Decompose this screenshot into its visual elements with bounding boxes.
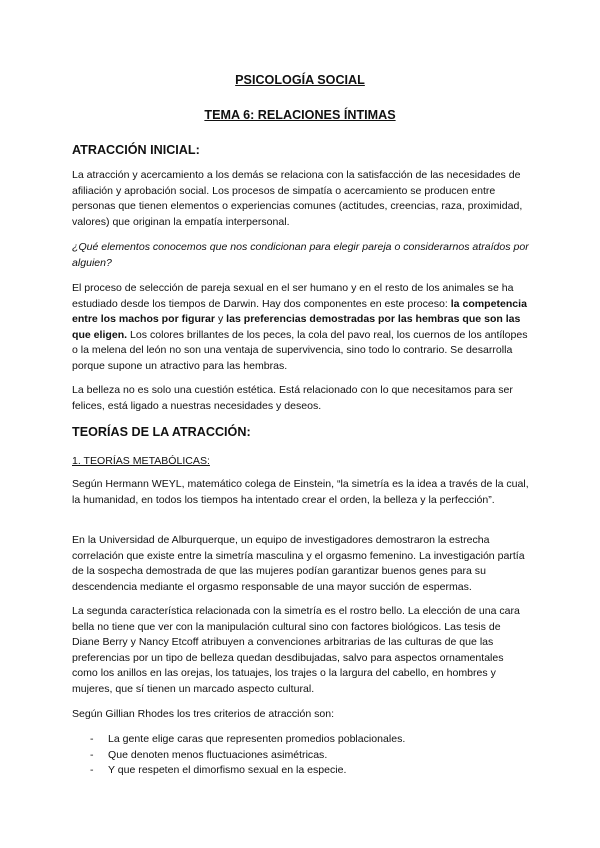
- paragraph-weyl: Según Hermann WEYL, matemático colega de Einstein, “la simetría es la idea a través de la cual, la humanidad, en todos los tiempos ha intentado crear el orden, la belleza y la perfección”.: [72, 478, 529, 506]
- paragraph-beauty: La belleza no es solo una cuestión estética. Está relacionado con lo que necesitamos para ser felices, está ligado a nuestras necesidades y deseos.: [72, 384, 513, 412]
- criteria-list: [72, 732, 531, 779]
- list-item: [72, 748, 531, 764]
- bold-text-male-competition: la competencia entre los machos por figurar: [72, 297, 527, 326]
- list-item-text: Que denoten menos fluctuaciones asimétricas.: [108, 748, 328, 761]
- text-segment: y: [215, 313, 227, 326]
- paragraph-rhodes: Según Gillian Rhodes los tres criterios de atracción son:: [72, 708, 335, 720]
- text-segment: El proceso de selección de pareja sexual en el ser humano y en el resto de los animales se ha estudiado desde los tiempos de Darwin. Hay dos componentes en este proceso:: [72, 282, 514, 310]
- bullet-marker: -: [90, 764, 94, 777]
- subheading-metabolic-theories: 1. TEORÍAS METABÓLICAS:: [72, 455, 210, 467]
- section-heading-initial-attraction: ATRACCIÓN INICIAL:: [72, 143, 200, 157]
- list-item: [72, 763, 531, 779]
- list-item-text: Y que respeten el dimorfismo sexual en la especie.: [108, 764, 347, 777]
- list-item: [72, 732, 531, 748]
- paragraph-question: ¿Qué elementos conocemos que nos condicionan para elegir pareja o considerarnos atraídos por alguien?: [72, 241, 529, 269]
- subject-title: PSICOLOGÍA SOCIAL: [235, 73, 365, 87]
- bullet-marker: -: [90, 733, 94, 745]
- bold-text-female-preferences: las preferencias demostradas por las hembras que son las que eligen.: [72, 313, 521, 341]
- list-item-text: La gente elige caras que representen promedios poblacionales.: [108, 733, 406, 745]
- text-segment: Los colores brillantes de los peces, la cola del pavo real, los cuernos de los antílopes o la melena del león no son una ventaja de supervivencia, sino todo lo contrario. Se desarrolla porque supone un atractivo para las hembras.: [72, 328, 528, 372]
- paragraph-affiliation: La atracción y acercamiento a los demás se relaciona con la satisfacción de las necesidades de afiliación y aprobación social. Los procesos de simpatía o acercamiento se producen entre personas que tienen elementos o experiencias comunes (actitudes, creencias, raza, proximidad, valores) que originan la empatía interpersonal.: [72, 169, 523, 228]
- topic-title: TEMA 6: RELACIONES ÍNTIMAS: [204, 108, 396, 122]
- paragraph-darwin-selection: [72, 281, 531, 375]
- paragraph-alburquerque: En la Universidad de Alburquerque, un equipo de investigadores demostraron la estrecha correlación que existe entre la simetría masculina y el orgasmo femenino. La investigación partía de la sospecha demostrada de que las mujeres podían garantizar buenos genes para su descendencia mediante el orgasmo responsable de una mayor succión de espermas.: [72, 534, 525, 593]
- section-heading-attraction-theories: TEORÍAS DE LA ATRACCIÓN:: [72, 425, 251, 439]
- paragraph-beautiful-face: La segunda característica relacionada con la simetría es el rostro bello. La elección de una cara bella no tiene que ver con la manipulación cultural sino con factores biológicos. Las tesis de Diane Berry y Nancy Etcoff atribuyen a convenciones arbitrarias de las culturas de que las preferencias por un tipo de belleza quedan desdibujadas, salvo para aspectos ornamentales como los anillos en las orejas, los tatuajes, los trajes o la largura del cabello, en hombres y mujeres, que sí tienen un marcado aspecto cultural.: [72, 605, 520, 695]
- bullet-marker: -: [90, 748, 94, 761]
